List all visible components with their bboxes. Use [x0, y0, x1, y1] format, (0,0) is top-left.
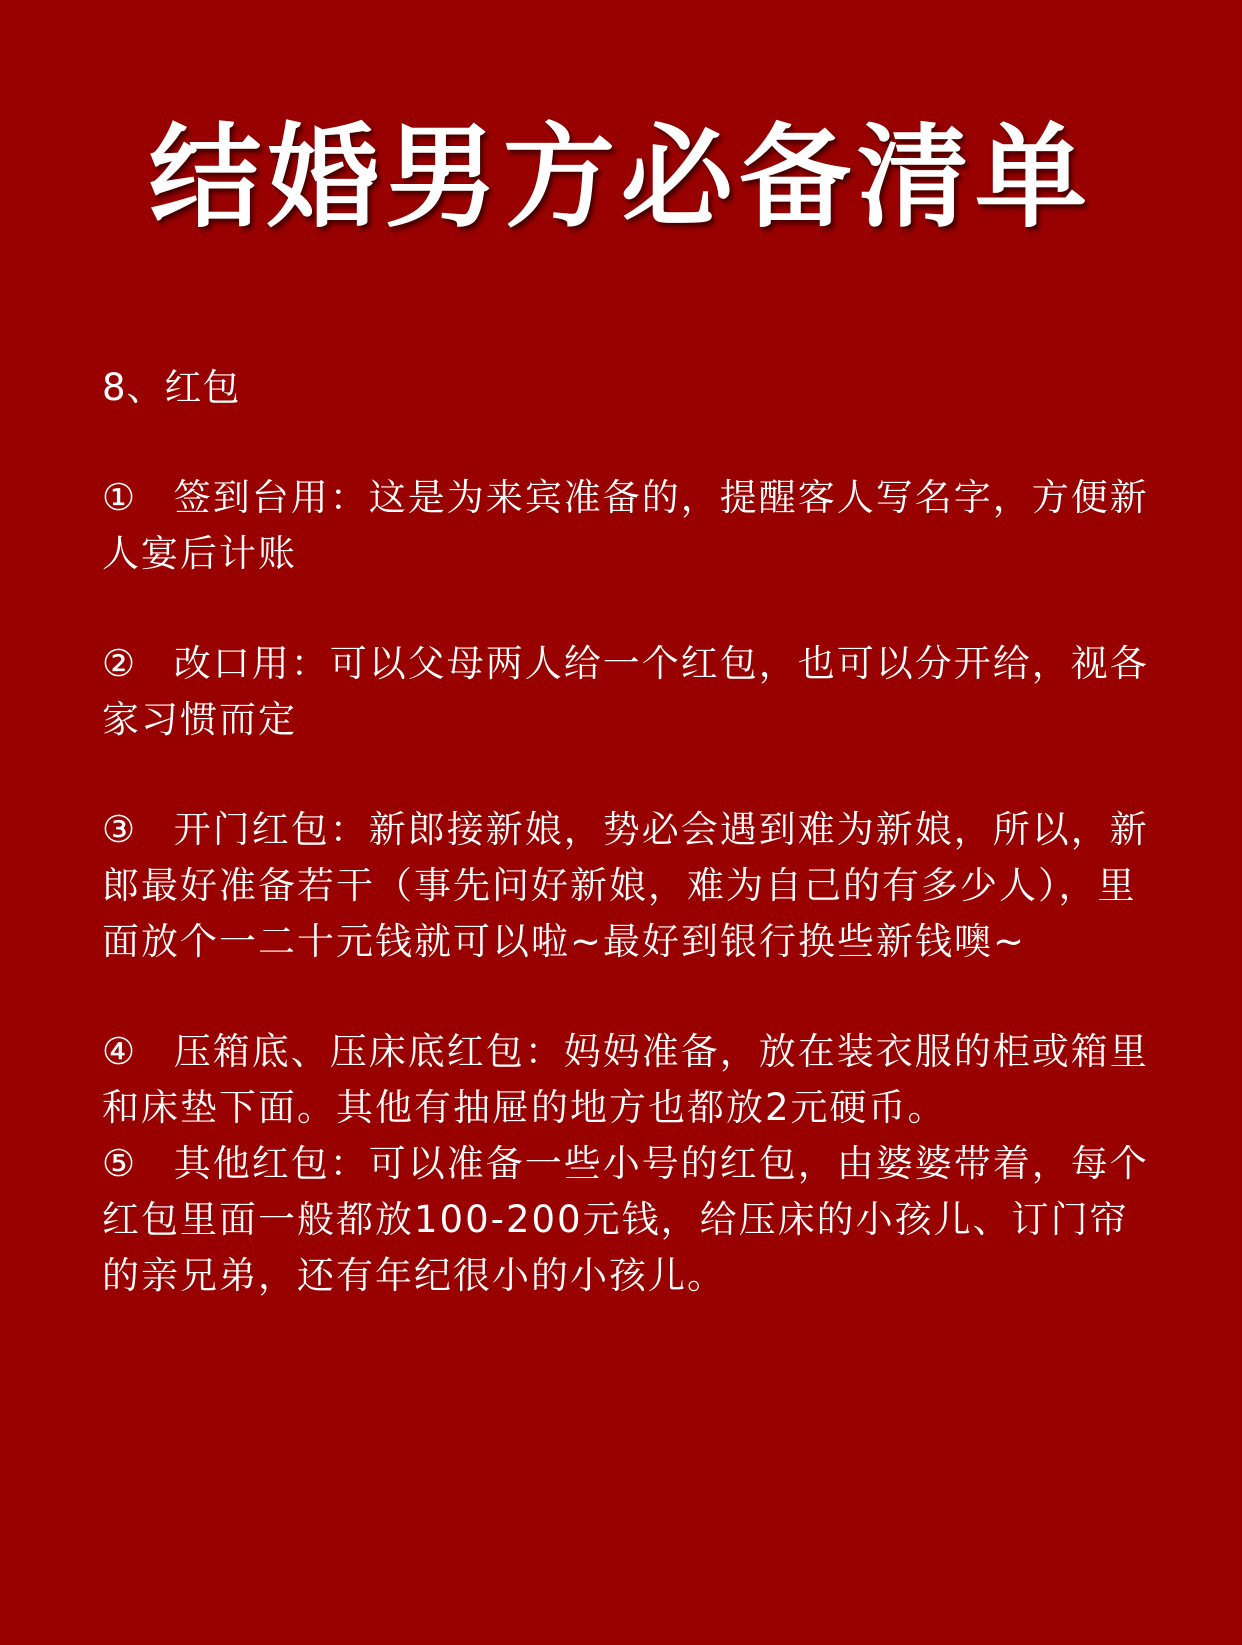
content-body: [102, 360, 1162, 1304]
list-item-4: [102, 1024, 1162, 1136]
item-text: 改口用：可以父母两人给一个红包，也可以分开给，视各家习惯而定: [102, 642, 1149, 741]
section-heading: 8、红包: [102, 366, 241, 409]
item-text: 开门红包：新郎接新娘，势必会遇到难为新娘，所以，新郎最好准备若干（事先问好新娘，难为自己的有多少人），里面放个一二十元钱就可以啦~最好到银行换些新钱噢~: [102, 808, 1149, 963]
list-item-3: [102, 802, 1162, 970]
item-marker: ⑤: [102, 1142, 138, 1185]
list-item-1: [102, 470, 1162, 582]
item-marker: ③: [102, 808, 138, 851]
list-item-2: [102, 636, 1162, 748]
item-text: 签到台用：这是为来宾准备的，提醒客人写名字，方便新人宴后计账: [102, 476, 1149, 575]
item-marker: ②: [102, 642, 138, 685]
item-text: 其他红包：可以准备一些小号的红包，由婆婆带着，每个红包里面一般都放100-200元钱，给压床的小孩儿、订门帘的亲兄弟，还有年纪很小的小孩儿。: [102, 1142, 1149, 1297]
list-item-5: [102, 1136, 1162, 1304]
item-text: 压箱底、压床底红包：妈妈准备，放在装衣服的柜或箱里和床垫下面。其他有抽屉的地方也都放2元硬币。: [102, 1030, 1149, 1129]
item-marker: ①: [102, 476, 138, 519]
item-marker: ④: [102, 1030, 138, 1073]
page-title: 结婚男方必备清单: [149, 113, 1093, 243]
